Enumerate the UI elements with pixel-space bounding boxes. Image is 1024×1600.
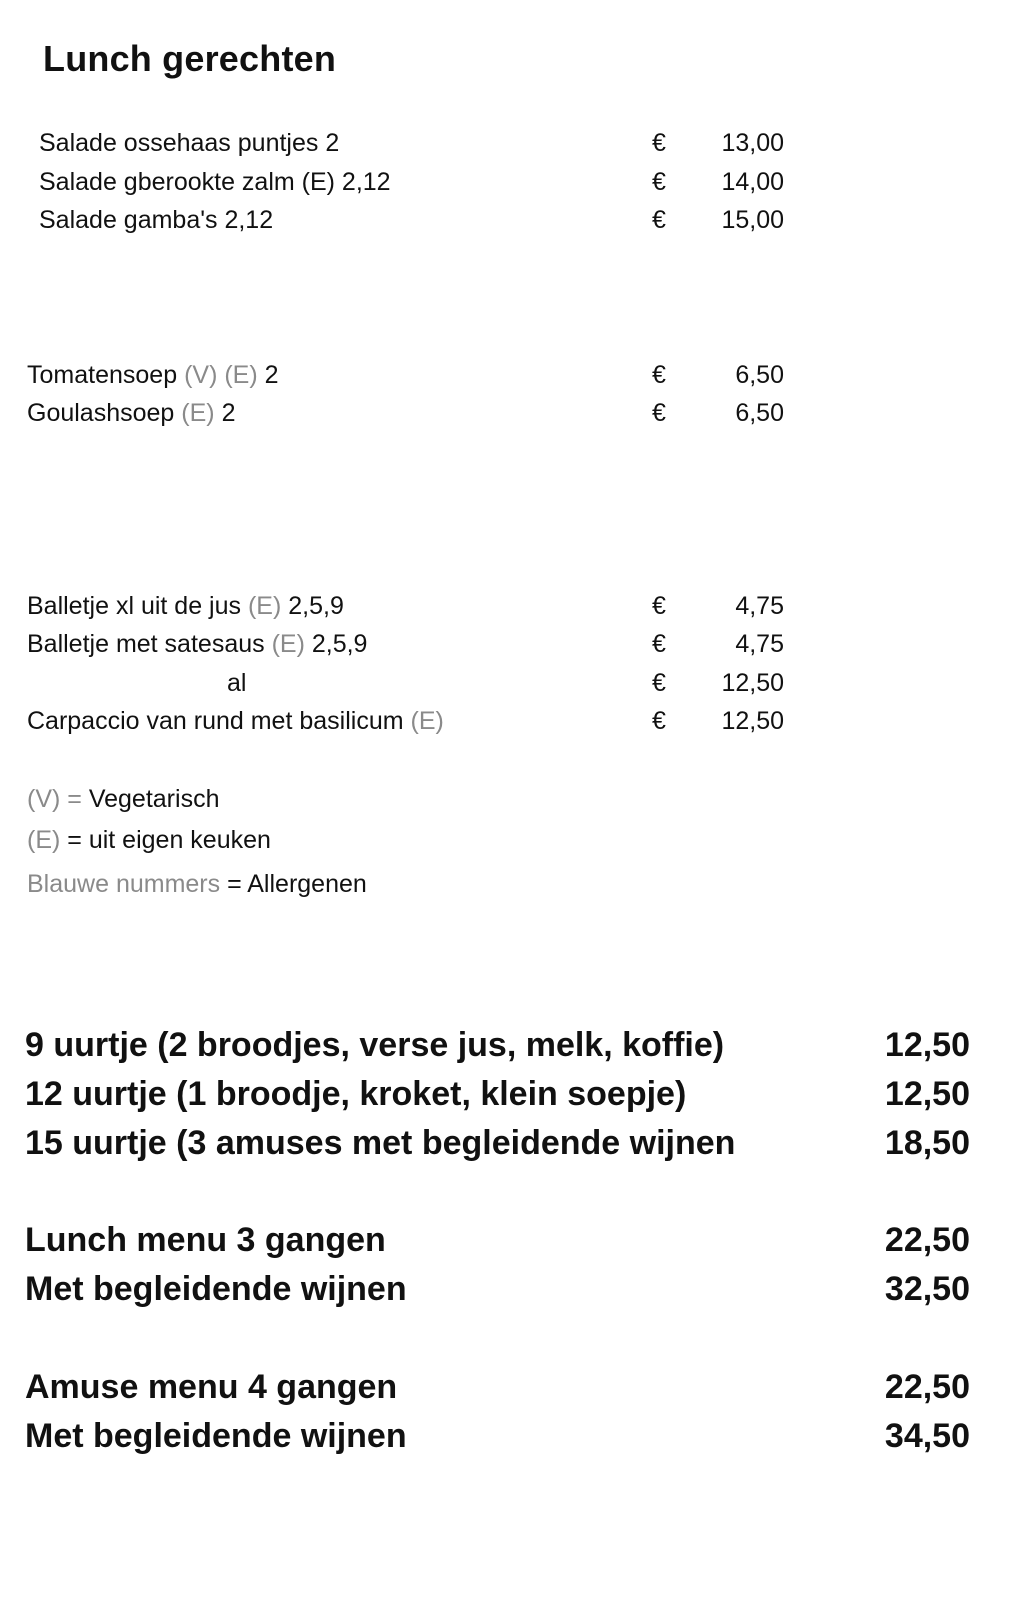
menu-price: 22,50 [884, 1368, 970, 1406]
legend-value: = uit eigen keuken [67, 826, 271, 854]
menu-item-balletje-jus [27, 587, 927, 625]
special-name: 12 uurtje (1 broodje, kroket, klein soepje) [25, 1075, 687, 1113]
item-allergens: 2 [264, 361, 279, 389]
special-price: 18,50 [884, 1124, 970, 1162]
item-tags: (E) [410, 707, 444, 735]
special-name: 15 uurtje (3 amuses met begleidende wijnen [25, 1124, 736, 1162]
special-12-uurtje [25, 1071, 970, 1117]
euro-sign: € [652, 592, 666, 620]
item-price: 12,50 [721, 669, 784, 697]
menu-item-salade-ossehaas [39, 124, 939, 162]
item-name-line [27, 587, 344, 625]
item-allergens: 2,5,9 [288, 592, 344, 620]
item-name: Balletje xl uit de jus [27, 592, 242, 620]
menu-item-goulashsoep [27, 394, 927, 432]
menu-name: Lunch menu 3 gangen [25, 1221, 386, 1259]
euro-sign: € [652, 707, 666, 735]
item-price: 6,50 [735, 361, 784, 389]
menu-item-carpaccio [27, 702, 927, 740]
menu-price: 22,50 [884, 1221, 970, 1259]
menu-item-salade-zalm [39, 163, 939, 201]
legend-value: Vegetarisch [88, 785, 220, 813]
euro-sign: € [652, 206, 666, 234]
menu-item-unnamed [27, 664, 927, 702]
item-price: 14,00 [721, 168, 784, 196]
item-price: 13,00 [721, 129, 784, 157]
special-name: 9 uurtje (2 broodjes, verse jus, melk, koffie) [25, 1026, 725, 1064]
item-name-line [27, 625, 367, 663]
item-tags: (E) [181, 399, 215, 427]
item-name: Carpaccio van rund met basilicum [27, 707, 404, 735]
item-price: 12,50 [721, 707, 784, 735]
euro-sign: € [652, 129, 666, 157]
item-price: 4,75 [735, 630, 784, 658]
menu-amuse-wijnen [25, 1413, 970, 1459]
menu-lunch-3-gangen [25, 1217, 970, 1263]
euro-sign: € [652, 630, 666, 658]
page-title: Lunch gerechten [43, 38, 337, 79]
item-name: Salade gamba's 2,12 [39, 206, 274, 234]
item-price: 4,75 [735, 592, 784, 620]
item-price: 6,50 [735, 399, 784, 427]
menu-item-tomatensoep [27, 356, 927, 394]
item-tags: (E) [271, 630, 305, 658]
item-name-line [27, 702, 444, 740]
legend-allergenen [27, 865, 367, 903]
special-9-uurtje [25, 1022, 970, 1068]
special-price: 12,50 [884, 1026, 970, 1064]
menu-price: 32,50 [884, 1270, 970, 1308]
stray-text: al [227, 669, 247, 697]
item-tags: (V) (E) [184, 361, 258, 389]
special-price: 12,50 [884, 1075, 970, 1113]
item-name-line [27, 394, 235, 432]
item-name: Tomatensoep [27, 361, 178, 389]
menu-item-salade-gamba [39, 201, 939, 239]
item-name: Salade gberookte zalm (E) 2,12 [39, 168, 391, 196]
item-name: Goulashsoep [27, 399, 175, 427]
euro-sign: € [652, 669, 666, 697]
legend-vegetarisch [27, 780, 219, 818]
item-name: Balletje met satesaus [27, 630, 265, 658]
menu-lunch-wijnen [25, 1266, 970, 1312]
euro-sign: € [652, 361, 666, 389]
menu-name: Amuse menu 4 gangen [25, 1368, 398, 1406]
item-name: Salade ossehaas puntjes 2 [39, 129, 340, 157]
item-tags: (E) [247, 592, 282, 620]
item-price: 15,00 [721, 206, 784, 234]
legend-key: (E) [27, 826, 61, 854]
item-name-line [27, 356, 279, 394]
menu-name: Met begleidende wijnen [25, 1417, 407, 1455]
item-allergens: 2 [221, 399, 236, 427]
euro-sign: € [652, 399, 666, 427]
legend-key: Blauwe nummers [27, 870, 221, 898]
special-15-uurtje [25, 1120, 970, 1166]
menu-item-balletje-satesaus [27, 625, 927, 663]
legend-key: (V) = [27, 785, 82, 813]
legend-value: = Allergenen [227, 870, 367, 898]
menu-price: 34,50 [884, 1417, 970, 1455]
menu-name: Met begleidende wijnen [25, 1270, 407, 1308]
legend-eigen-keuken [27, 821, 271, 859]
item-allergens: 2,5,9 [311, 630, 368, 658]
euro-sign: € [652, 168, 666, 196]
menu-amuse-4-gangen [25, 1364, 970, 1410]
